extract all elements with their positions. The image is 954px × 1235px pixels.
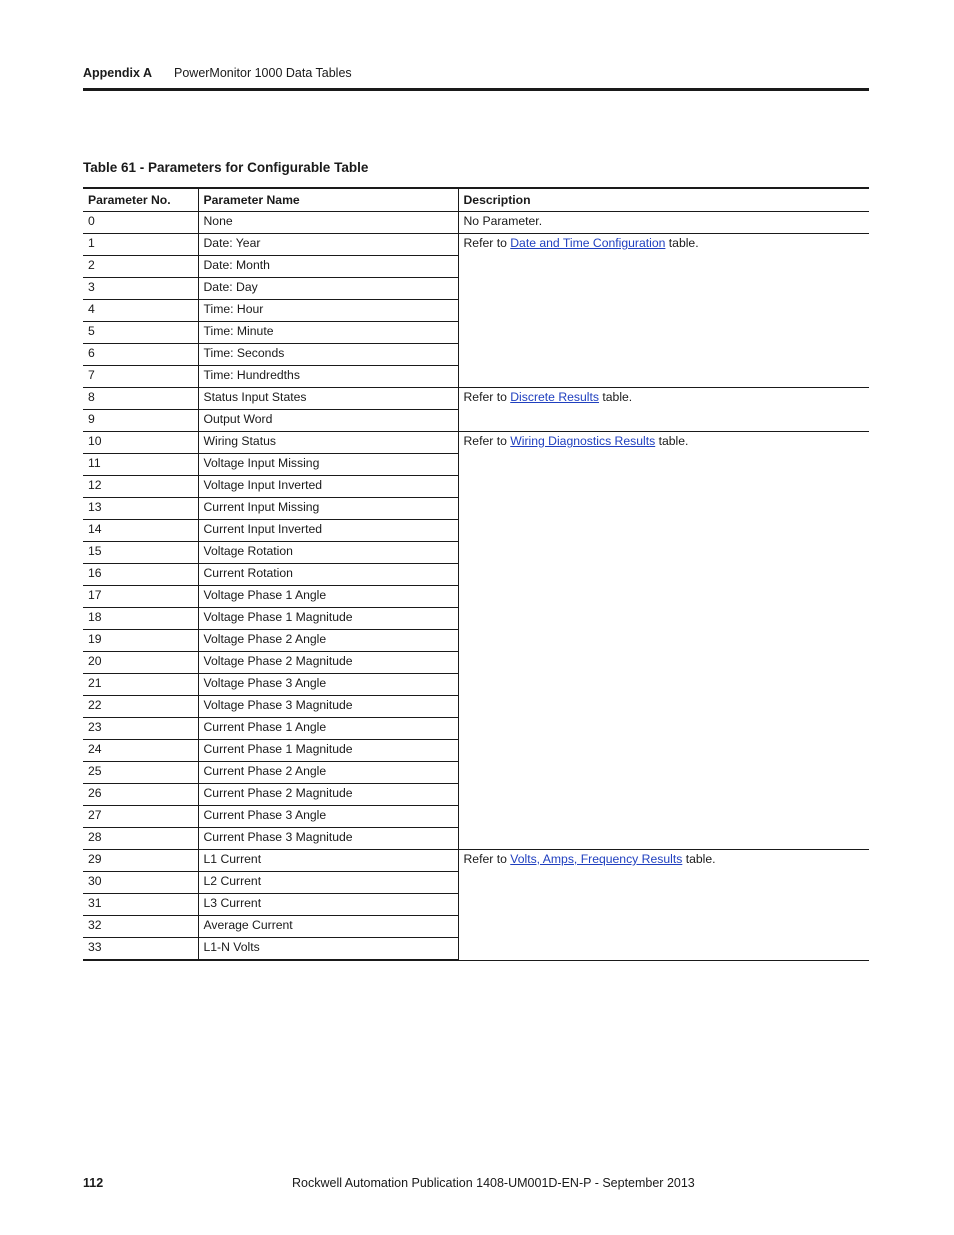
description-cell: [458, 212, 869, 234]
parameter-name-cell: None: [198, 212, 458, 234]
parameter-no-cell: 12: [83, 476, 198, 498]
parameter-name-cell: Output Word: [198, 410, 458, 432]
parameter-no-cell: 27: [83, 806, 198, 828]
parameter-name-cell: Voltage Phase 2 Angle: [198, 630, 458, 652]
parameter-no-cell: 20: [83, 652, 198, 674]
column-header-description: Description: [458, 188, 869, 212]
discrete-results-link[interactable]: Discrete Results: [510, 390, 599, 404]
table-header-row: [83, 188, 869, 212]
parameter-name-cell: Current Phase 3 Magnitude: [198, 828, 458, 850]
table-row: [83, 432, 869, 454]
section-title: PowerMonitor 1000 Data Tables: [174, 66, 352, 80]
parameter-name-cell: Current Input Inverted: [198, 520, 458, 542]
description-cell: [458, 234, 869, 388]
parameter-name-cell: Status Input States: [198, 388, 458, 410]
page-number: 112: [83, 1176, 104, 1190]
table-row: [83, 212, 869, 234]
description-cell: [458, 432, 869, 850]
description-prefix: Refer to: [463, 236, 511, 250]
publication-info: Rockwell Automation Publication 1408-UM001D-EN-P - September 2013: [292, 1176, 695, 1190]
parameter-name-cell: Time: Seconds: [198, 344, 458, 366]
page-header: [83, 66, 869, 88]
parameter-no-cell: 26: [83, 784, 198, 806]
parameter-no-cell: 2: [83, 256, 198, 278]
parameter-name-cell: Average Current: [198, 916, 458, 938]
parameter-name-cell: Voltage Phase 3 Magnitude: [198, 696, 458, 718]
parameter-no-cell: 32: [83, 916, 198, 938]
parameter-no-cell: 18: [83, 608, 198, 630]
header-rule: [83, 88, 869, 91]
parameter-name-cell: L1-N Volts: [198, 938, 458, 961]
parameter-name-cell: Voltage Input Missing: [198, 454, 458, 476]
parameter-name-cell: Current Rotation: [198, 564, 458, 586]
parameter-no-cell: 24: [83, 740, 198, 762]
parameter-name-cell: L1 Current: [198, 850, 458, 872]
description-prefix: Refer to: [463, 390, 511, 404]
parameter-no-cell: 15: [83, 542, 198, 564]
column-header-parameter-name: Parameter Name: [198, 188, 458, 212]
parameter-no-cell: 25: [83, 762, 198, 784]
description-suffix: table.: [665, 236, 699, 250]
parameter-name-cell: Date: Month: [198, 256, 458, 278]
volts-amps-frequency-results-link[interactable]: Volts, Amps, Frequency Results: [510, 852, 683, 866]
parameter-name-cell: Voltage Phase 1 Angle: [198, 586, 458, 608]
table-row: [83, 388, 869, 410]
parameter-no-cell: 31: [83, 894, 198, 916]
date-time-configuration-link[interactable]: Date and Time Configuration: [510, 236, 666, 250]
appendix-label: Appendix A: [83, 66, 152, 80]
parameter-no-cell: 1: [83, 234, 198, 256]
parameter-name-cell: Voltage Phase 3 Angle: [198, 674, 458, 696]
parameter-no-cell: 28: [83, 828, 198, 850]
parameter-no-cell: 19: [83, 630, 198, 652]
parameter-name-cell: Current Phase 1 Magnitude: [198, 740, 458, 762]
parameter-name-cell: Voltage Input Inverted: [198, 476, 458, 498]
parameter-no-cell: 23: [83, 718, 198, 740]
parameter-no-cell: 8: [83, 388, 198, 410]
parameter-no-cell: 14: [83, 520, 198, 542]
parameter-name-cell: Current Phase 3 Angle: [198, 806, 458, 828]
parameter-no-cell: 29: [83, 850, 198, 872]
parameter-name-cell: Current Phase 2 Magnitude: [198, 784, 458, 806]
parameter-no-cell: 9: [83, 410, 198, 432]
description-suffix: table.: [598, 390, 633, 404]
parameter-no-cell: 17: [83, 586, 198, 608]
description-suffix: table.: [655, 434, 689, 448]
description-suffix: table.: [682, 852, 716, 866]
wiring-diagnostics-results-link[interactable]: Wiring Diagnostics Results: [510, 434, 656, 448]
description-text: No Parameter.: [463, 214, 543, 228]
parameter-name-cell: Time: Minute: [198, 322, 458, 344]
description-prefix: Refer to: [463, 434, 511, 448]
parameter-no-cell: 11: [83, 454, 198, 476]
parameter-name-cell: Current Phase 2 Angle: [198, 762, 458, 784]
parameter-name-cell: Voltage Phase 1 Magnitude: [198, 608, 458, 630]
parameter-no-cell: 30: [83, 872, 198, 894]
parameter-no-cell: 4: [83, 300, 198, 322]
parameter-no-cell: 0: [83, 212, 198, 234]
parameter-no-cell: 22: [83, 696, 198, 718]
parameter-name-cell: Date: Day: [198, 278, 458, 300]
table-row: [83, 850, 869, 872]
parameter-no-cell: 33: [83, 938, 198, 961]
description-prefix: Refer to: [463, 852, 511, 866]
column-header-parameter-no: Parameter No.: [83, 188, 198, 212]
parameter-name-cell: L2 Current: [198, 872, 458, 894]
parameter-no-cell: 21: [83, 674, 198, 696]
parameter-name-cell: Time: Hour: [198, 300, 458, 322]
description-cell: [458, 388, 869, 432]
parameters-table: [83, 187, 869, 961]
parameter-name-cell: Current Phase 1 Angle: [198, 718, 458, 740]
parameter-name-cell: L3 Current: [198, 894, 458, 916]
parameter-no-cell: 5: [83, 322, 198, 344]
description-cell: [458, 850, 869, 961]
parameter-no-cell: 3: [83, 278, 198, 300]
table-caption: Table 61 - Parameters for Configurable Table: [83, 160, 369, 175]
parameter-no-cell: 13: [83, 498, 198, 520]
parameter-no-cell: 10: [83, 432, 198, 454]
parameter-name-cell: Current Input Missing: [198, 498, 458, 520]
parameter-name-cell: Time: Hundredths: [198, 366, 458, 388]
parameter-no-cell: 16: [83, 564, 198, 586]
parameter-no-cell: 6: [83, 344, 198, 366]
parameter-name-cell: Date: Year: [198, 234, 458, 256]
parameter-name-cell: Voltage Rotation: [198, 542, 458, 564]
table-row: [83, 234, 869, 256]
parameter-name-cell: Wiring Status: [198, 432, 458, 454]
parameter-name-cell: Voltage Phase 2 Magnitude: [198, 652, 458, 674]
parameter-no-cell: 7: [83, 366, 198, 388]
